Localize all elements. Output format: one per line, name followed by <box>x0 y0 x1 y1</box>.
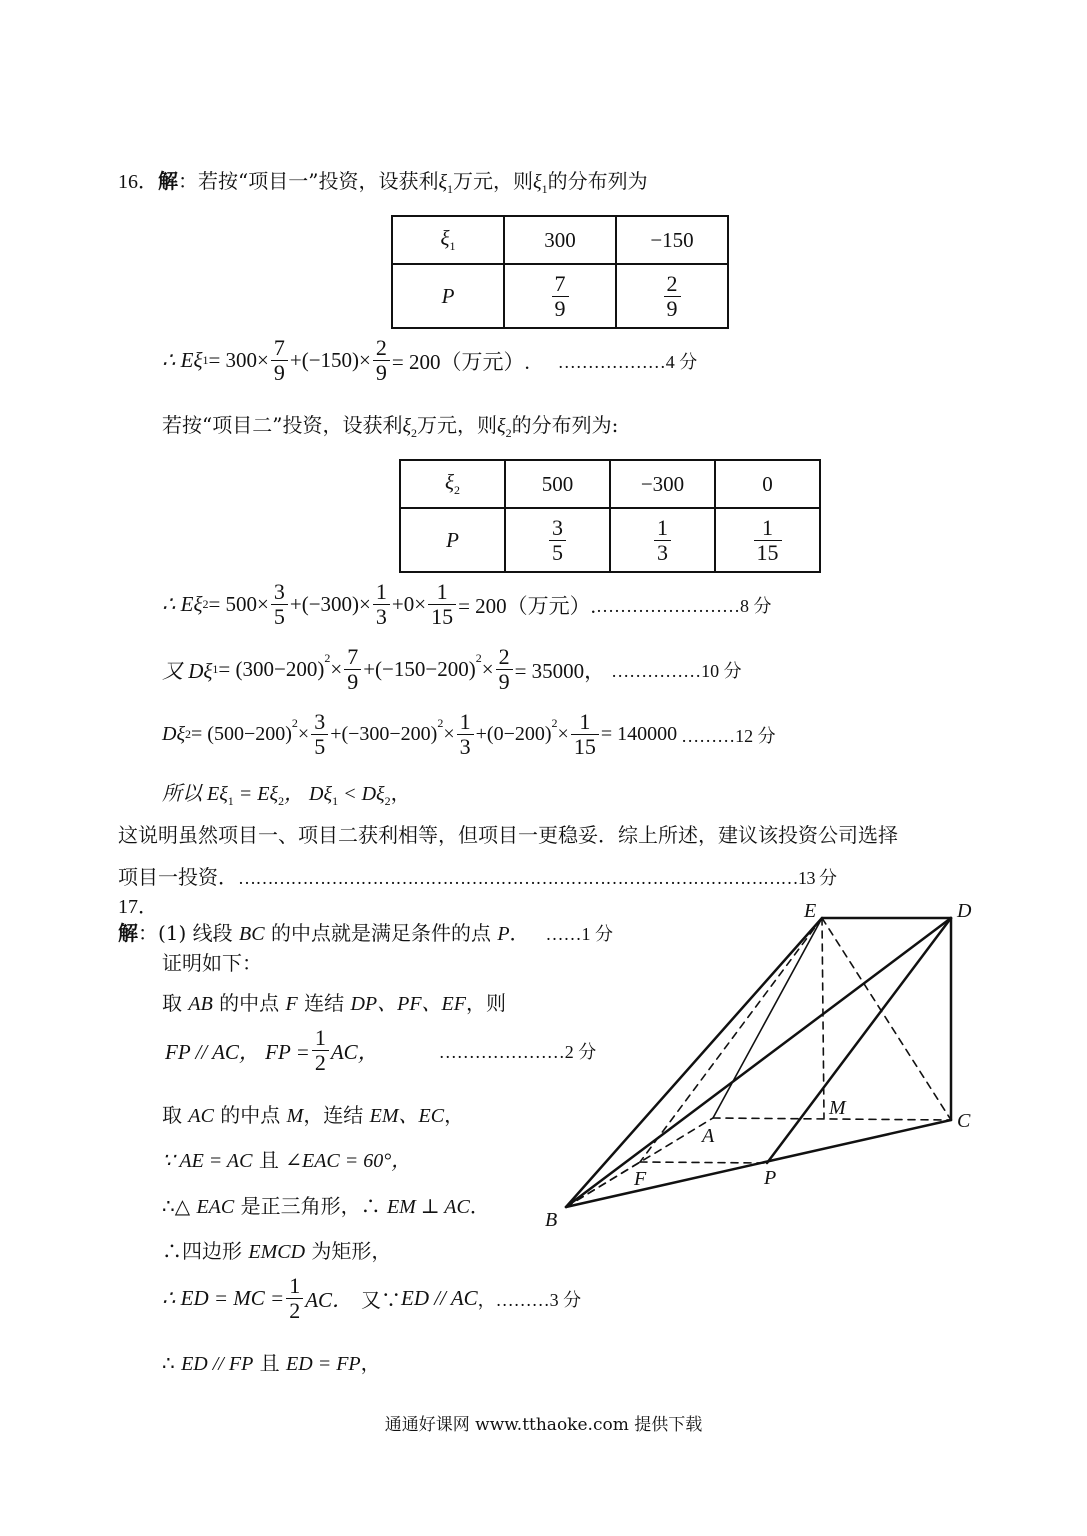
p17-ed-fp: ∴ ED // FP 且 ED = FP， <box>162 1351 381 1375</box>
p16-intro: 16．解：若按“项目一”投资，设获利$\xi_1$万元，则$\xi_1$的分布列为 <box>118 169 648 196</box>
table1-value: 300 <box>504 216 616 264</box>
table2-xi-header: $\xi_2$ <box>400 460 505 508</box>
p17-proof: 证明如下： <box>162 951 262 975</box>
distribution-table-2 <box>399 459 821 573</box>
p17-ed-line: ∴ ED = MC = $\frac{1}{2}$ AC． 又∵ ED // AC ，………3 分 <box>162 1273 582 1323</box>
expectation-1: ∴ Eξ 1 = 300× $\frac{7}{9}$ +(−150)× $\frac{2}{9}$ = 200（万元）. ………………4 分 <box>162 335 698 385</box>
table1-prob: $\frac{7}{9}$ <box>504 264 616 328</box>
table2-value: 0 <box>715 460 820 508</box>
p17-fp-line: FP // AC， FP = $\frac{1}{2}$ AC， …………………2 分 <box>165 1025 597 1075</box>
label-F: F <box>634 1168 647 1190</box>
table2-p-header: P <box>400 508 505 572</box>
table2-value: 500 <box>505 460 610 508</box>
table2-value: −300 <box>610 460 715 508</box>
edge-BE-inner <box>566 918 822 1207</box>
p16-intro-2: 若按“项目二”投资，设获利$\xi_2$万元，则$\xi_2$的分布列为: <box>162 413 619 440</box>
edge-PD <box>767 918 951 1163</box>
p17-step1: 解：(1) 线段 BC 的中点就是满足条件的点 P． ……1 分 <box>118 921 614 945</box>
label-B: B <box>545 1209 558 1231</box>
table1-value: −150 <box>616 216 728 264</box>
table1-xi-header: $\xi_1$ <box>392 216 504 264</box>
label-P: P <box>764 1167 777 1189</box>
edge-EF <box>640 918 822 1162</box>
variance-2: Dξ 2 = (500−200) $^2$ × $\frac{3}{5}$ +(−300−200) $^2$ × $\frac{1}{3}$ +(0−200) $^2$ × $\frac{1}{15}$ = 140000 ………12 分 <box>162 709 776 759</box>
label-C: C <box>957 1110 971 1132</box>
p16-conclusion: 所以 $E\xi_1 = E\xi_2$， $D\xi_1 < D\xi_2$， <box>162 781 411 808</box>
label-M: M <box>829 1097 846 1119</box>
expectation-2: ∴ Eξ 2 = 500× $\frac{3}{5}$ +(−300)× $\frac{1}{3}$ +0× $\frac{1}{15}$ = 200（万元）. ……………………8 分 <box>162 579 772 629</box>
edge-AC <box>713 1118 951 1120</box>
p17-take-ac: 取 AC 的中点 M，连结 EM、EC， <box>162 1103 465 1127</box>
label-D: D <box>957 900 972 922</box>
edge-BE <box>566 918 822 1207</box>
p16-summary-line-1: 这说明虽然项目一、项目二获利相等，但项目一更稳妥．综上所述，建议该投资公司选择 <box>118 823 898 847</box>
p16-summary-line-2: 项目一投资．……………………………………………………………………………………13 分 <box>118 865 837 889</box>
edge-EC <box>822 918 951 1120</box>
table1-prob: $\frac{2}{9}$ <box>616 264 728 328</box>
edge-BC <box>566 1120 951 1207</box>
table1-p-header: P <box>392 264 504 328</box>
edge-EM <box>822 918 824 1118</box>
label-E: E <box>804 900 817 922</box>
p17-since-ae: ∵ AE = AC 且 ∠EAC = 60°， <box>162 1148 412 1172</box>
p17-rectangle: ∴四边形 EMCD 为矩形， <box>162 1239 392 1263</box>
table2-prob: $\frac{1}{15}$ <box>715 508 820 572</box>
table2-prob: $\frac{1}{3}$ <box>610 508 715 572</box>
edge-FP <box>640 1162 767 1163</box>
label-A: A <box>702 1125 715 1147</box>
page-footer: 通通好课网 www.tthaoke.com 提供下载 <box>384 1415 703 1435</box>
p17-triangle: ∴△ EAC 是正三角形，∴ EM ⊥ AC． <box>162 1194 490 1218</box>
variance-1: 又 Dξ 1 = (300−200) $^2$ × $\frac{7}{9}$ +(−150−200) $^2$ × $\frac{2}{9}$ = 35000， ……………10 分 <box>162 644 742 694</box>
p17-number: 17． <box>118 896 158 918</box>
edge-BA <box>566 1118 713 1207</box>
p17-take-ab: 取 AB 的中点 F 连结 DP、PF、EF，则 <box>162 991 506 1015</box>
edge-BF <box>566 1162 640 1207</box>
edge-BD <box>566 918 951 1207</box>
table2-prob: $\frac{3}{5}$ <box>505 508 610 572</box>
distribution-table-1 <box>391 215 729 329</box>
edge-EA <box>713 918 822 1118</box>
